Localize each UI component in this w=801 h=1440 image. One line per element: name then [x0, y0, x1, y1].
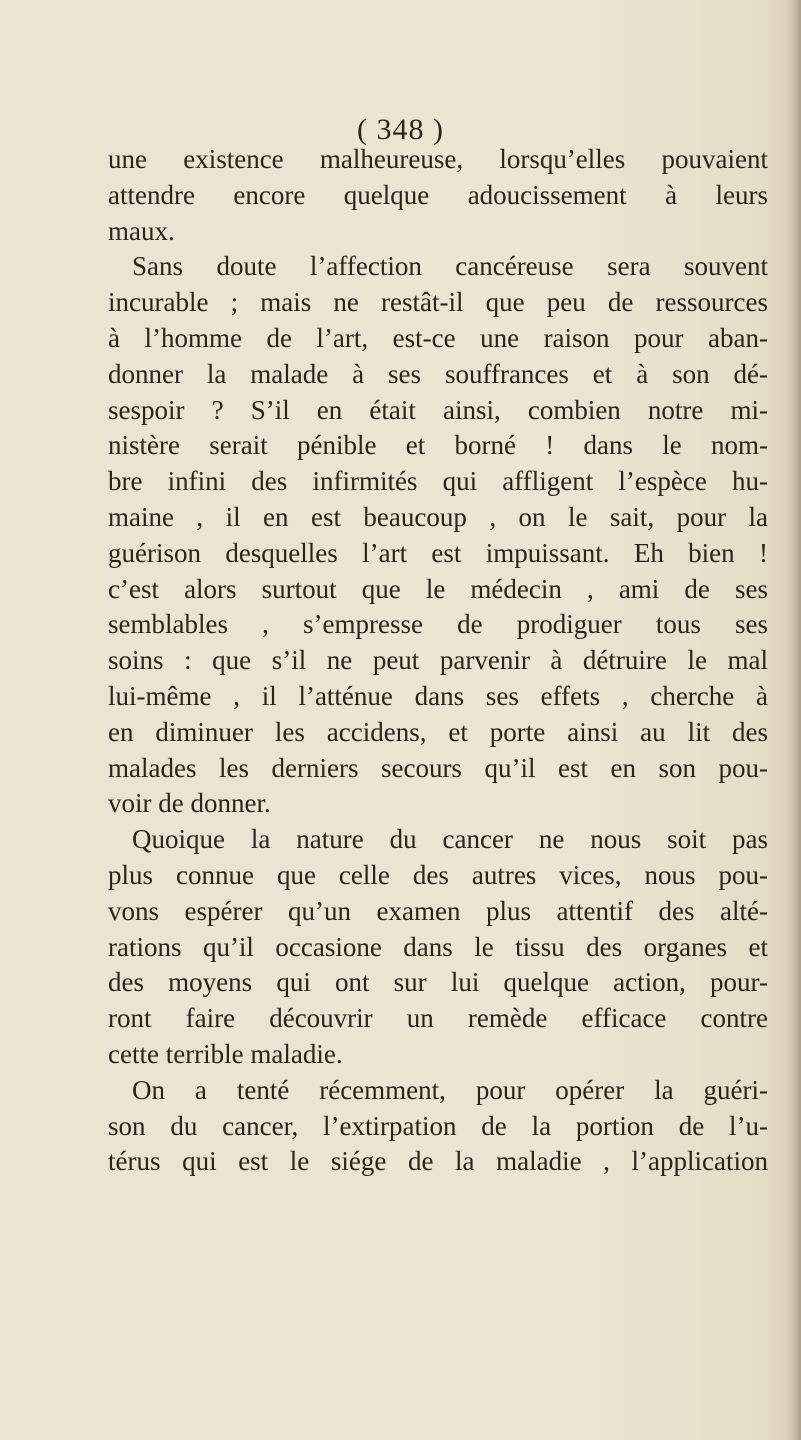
body-text — [108, 142, 768, 1180]
text-line: Sans doute l’affection cancéreuse sera souvent — [132, 251, 768, 282]
text-line: des moyens qui ont sur lui quelque action, pour- — [108, 967, 768, 998]
text-line: rations qu’il occasione dans le tissu des organes et — [108, 931, 768, 962]
text-line: guérison desquelles l’art est impuissant. Eh bien ! — [108, 537, 768, 568]
text-line: son du cancer, l’extirpation de la portion de l’u- — [108, 1110, 768, 1141]
text-line: nistère serait pénible et borné ! dans le nom- — [108, 430, 768, 461]
text-line: une existence malheureuse, lorsqu’elles pouvaient — [108, 144, 768, 174]
text-line: vons espérer qu’un examen plus attentif des alté- — [108, 895, 768, 926]
text-line: maine , il en est beaucoup , on le sait, pour la — [108, 501, 768, 532]
text-line: sespoir ? S’il en était ainsi, combien notre mi- — [108, 394, 768, 425]
page-number: ( 348 ) — [357, 113, 444, 146]
text-line: térus qui est le siége de la maladie , l’application — [108, 1146, 768, 1177]
text-line: donner la malade à ses souffrances et à son dé- — [108, 358, 768, 389]
text-line: On a tenté récemment, pour opérer la guéri- — [132, 1074, 768, 1105]
text-line: Quoique la nature du cancer ne nous soit pas — [132, 824, 768, 855]
text-line: malades les derniers secours qu’il est en son pou- — [108, 752, 768, 783]
text-line: incurable ; mais ne restât-il que peu de ressources — [108, 287, 768, 318]
page-edge-shadow — [785, 0, 801, 1440]
text-line: bre infini des infirmités qui affligent l’espèce hu- — [108, 466, 768, 497]
text-line: lui-même , il l’atténue dans ses effets , cherche à — [108, 680, 768, 711]
text-line: attendre encore quelque adoucissement à leurs — [108, 179, 768, 210]
text-line: en diminuer les accidens, et porte ainsi au lit des — [108, 716, 768, 747]
text-line: maux. — [108, 215, 175, 246]
text-line: c’est alors surtout que le médecin , ami de ses — [108, 573, 768, 604]
text-line: voir de donner. — [108, 788, 271, 819]
text-line: plus connue que celle des autres vices, nous pou- — [108, 859, 768, 890]
text-line: cette terrible maladie. — [108, 1038, 343, 1069]
text-line: ront faire découvrir un remède efficace contre — [108, 1003, 768, 1034]
text-line: à l’homme de l’art, est-ce une raison pour aban- — [108, 322, 768, 353]
text-line: semblables , s’empresse de prodiguer tous ses — [108, 609, 768, 640]
text-line: soins : que s’il ne peut parvenir à détruire le mal — [108, 645, 768, 676]
